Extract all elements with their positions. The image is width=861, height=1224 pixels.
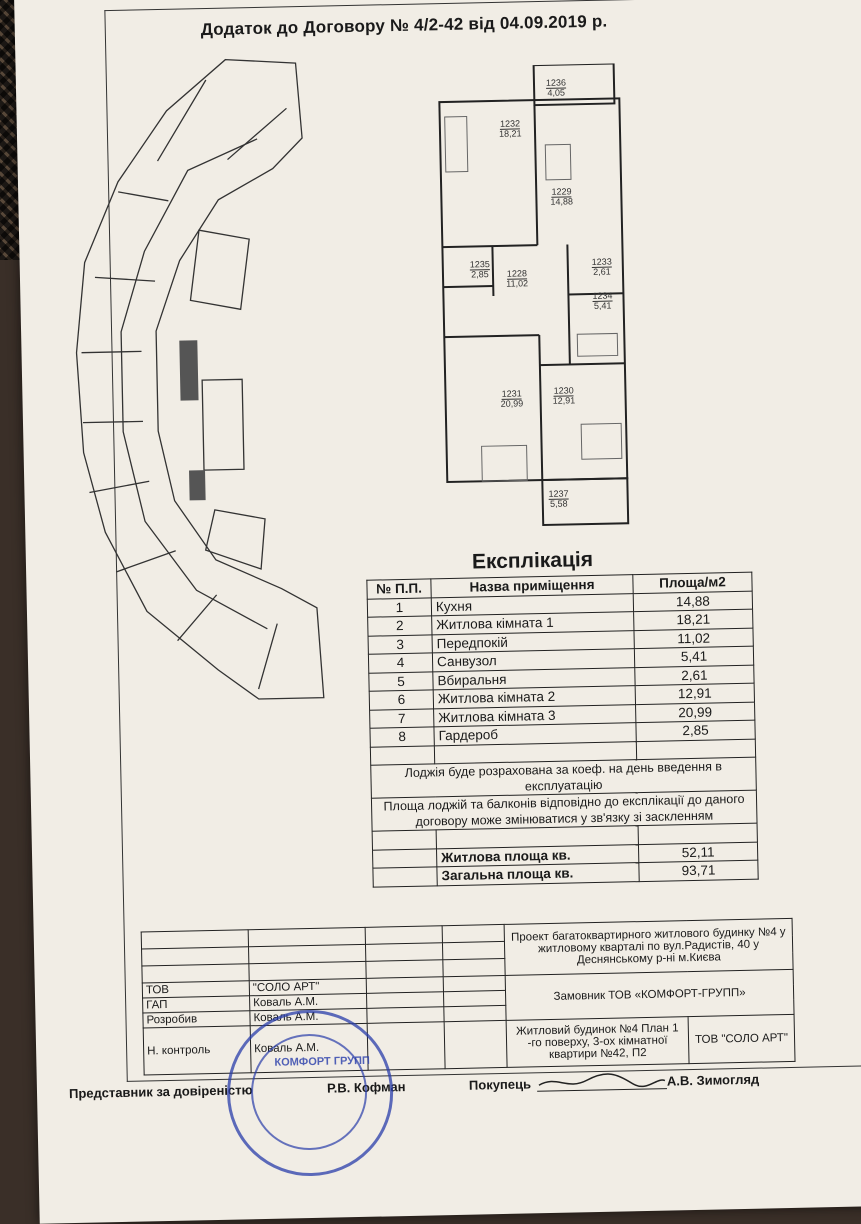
room-name: Житлова кімната 1 <box>432 612 634 635</box>
customer: Замовник ТОВ «КОМФОРТ-ГРУПП» <box>505 969 794 1020</box>
sheet-title: Житловий будинок №4 План 1 -го поверху, 3-ох кімнатної квартири №42, П2 <box>506 1017 689 1068</box>
project-description: Проект багатоквартирного житлового будинку №4 у житловому кварталі по вул.Радистів, 40 у Деснянському р-ні м.Києва <box>504 918 793 975</box>
row-number: 3 <box>368 634 432 654</box>
room-name: Вбиральня <box>433 667 635 690</box>
control-value: Коваль А.М. <box>250 1023 368 1072</box>
company-name: ТОВ "СОЛО АРТ" <box>688 1014 795 1063</box>
row-number: 4 <box>368 653 432 673</box>
gap-label: ГАП <box>143 996 250 1013</box>
room-name: Житлова кімната 3 <box>434 704 636 727</box>
org-label: ТОВ <box>142 981 249 998</box>
seal-text: КОМФОРТ ГРУПП <box>274 1054 370 1069</box>
room-area: 12,91 <box>635 683 754 704</box>
buyer-name: А.В. Зимогляд <box>666 1071 760 1089</box>
room-area: 5,41 <box>634 646 753 667</box>
control-label: Н. контроль <box>143 1026 251 1075</box>
room-name: Гардероб <box>434 723 636 746</box>
room-area: 11,02 <box>634 628 753 649</box>
living-area-label: Житлова площа кв. <box>436 844 638 867</box>
representative-name: Р.В. Кофман <box>326 1079 406 1096</box>
room-name: Житлова кімната 2 <box>433 686 635 709</box>
buyer-label: Покупець <box>468 1076 532 1093</box>
room-label-1237: 1237 5,58 <box>548 488 569 509</box>
loggia-note: Лоджія буде розрахована за коеф. на день введення в експлуатацію <box>371 757 757 798</box>
row-number: 7 <box>370 708 434 728</box>
col-header-number: № П.П. <box>367 579 431 599</box>
room-label-1236: 1236 4,05 <box>545 77 567 98</box>
explication-title: Експлікація <box>471 548 594 574</box>
total-area-value: 93,71 <box>639 860 758 881</box>
explication-table <box>366 572 758 888</box>
gap-value: Коваль А.М. <box>250 993 367 1010</box>
document-title: Додаток до Договору № 4/2-42 від 04.09.2019 р. <box>200 11 608 40</box>
room-label-1235: 1235 2,85 <box>469 259 490 280</box>
room-name: Санвузол <box>432 649 634 672</box>
room-label-1230: 1230 12,91 <box>552 385 576 406</box>
developer-label: Розробив <box>143 1011 250 1028</box>
row-number: 6 <box>369 690 433 710</box>
representative-label: Представник за довіреністю <box>68 1082 253 1102</box>
room-area: 20,99 <box>636 702 755 723</box>
row-number: 8 <box>370 727 434 747</box>
col-header-area: Площа/м2 <box>633 572 752 593</box>
room-label-1229: 1229 14,88 <box>550 186 574 207</box>
org-value: "СОЛО АРТ" <box>249 978 366 995</box>
living-area-value: 52,11 <box>638 842 757 863</box>
buyer-signature <box>537 1069 667 1096</box>
room-area: 18,21 <box>634 609 753 630</box>
room-area: 2,61 <box>635 665 754 686</box>
room-label-1232: 1232 18,21 <box>498 118 522 139</box>
room-area: 2,85 <box>636 720 755 741</box>
row-number: 1 <box>367 597 431 617</box>
room-label-1228: 1228 11,02 <box>506 268 529 289</box>
room-name: Передпокій <box>432 630 634 653</box>
col-header-name: Назва приміщення <box>431 575 633 598</box>
room-area: 14,88 <box>633 591 752 612</box>
room-label-1233: 1233 2,61 <box>591 256 612 277</box>
total-area-label: Загальна площа кв. <box>437 863 639 886</box>
row-number: 2 <box>368 616 432 636</box>
balcony-note: Площа лоджій та балконів відповідно до експлікації до даного договору може змінюватися у зв'язку зі заскленням <box>371 790 757 831</box>
building-floor-plan <box>55 47 359 713</box>
row-number: 5 <box>369 671 433 691</box>
document-sheet <box>14 0 861 1224</box>
room-label-1234: 1234 5,41 <box>592 290 613 311</box>
room-label-1231: 1231 20,99 <box>500 388 524 409</box>
developer-value: Коваль А.М. <box>250 1008 367 1025</box>
room-name: Кухня <box>431 593 633 616</box>
